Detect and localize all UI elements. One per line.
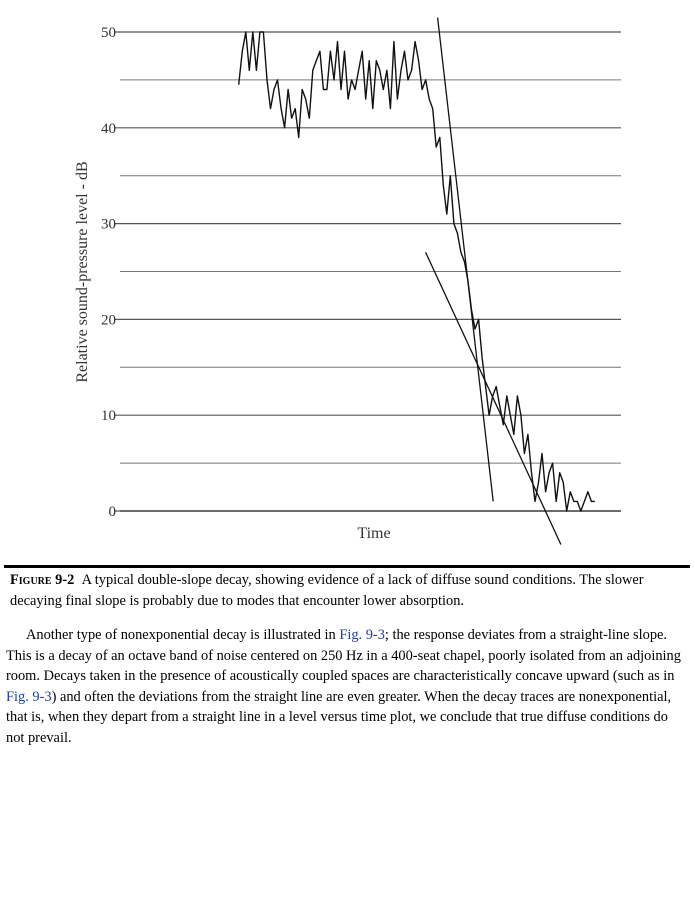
decay-slope-line-1 — [438, 18, 494, 502]
caption-text: A typical double-slope decay, showing evidence of a lack of diffuse sound conditions. The slower decaying final slope is probably due to modes that encounter lower absorption. — [10, 572, 644, 609]
y-tick-label: 10 — [101, 408, 116, 425]
y-axis-label: Relative sound-pressure level - dB — [74, 161, 91, 383]
figure-link-2[interactable]: Fig. 9-3 — [6, 688, 52, 705]
y-tick-label: 40 — [101, 120, 116, 137]
y-tick-label: 30 — [101, 216, 116, 233]
series-layer — [239, 18, 595, 545]
x-axis-label: Time — [357, 525, 391, 542]
figure-link-1[interactable]: Fig. 9-3 — [339, 627, 385, 643]
caption-label: Figure 9-2 — [10, 572, 75, 588]
body-text-3: ) and often the deviations from the straight line are even greater. When the decay traces are nonexponential, that is, when they depart from a straight line in a level versus time plot, we conclude that true diffuse conditions do not prevail. — [6, 688, 672, 746]
y-tick-label: 0 — [108, 504, 116, 520]
body-text-2: ; the response deviates from a straight-line slope. This is a decay of an octave band of noise centered on 250 Hz in a 400-seat chapel, poorly isolated from an adjoining room. Decays taken in the presence of acoustically coupled spaces are characteristically concave upward (such as in — [6, 627, 681, 684]
y-tick-label: 20 — [101, 312, 116, 329]
y-tick-label: 50 — [101, 25, 116, 41]
figure-caption — [10, 570, 688, 611]
body-text-1: Another type of nonexponential decay is illustrated in — [26, 627, 340, 643]
grid-lines — [120, 32, 621, 463]
y-ticks — [101, 25, 621, 520]
body-paragraph — [6, 625, 688, 748]
caption-rule — [4, 565, 690, 568]
